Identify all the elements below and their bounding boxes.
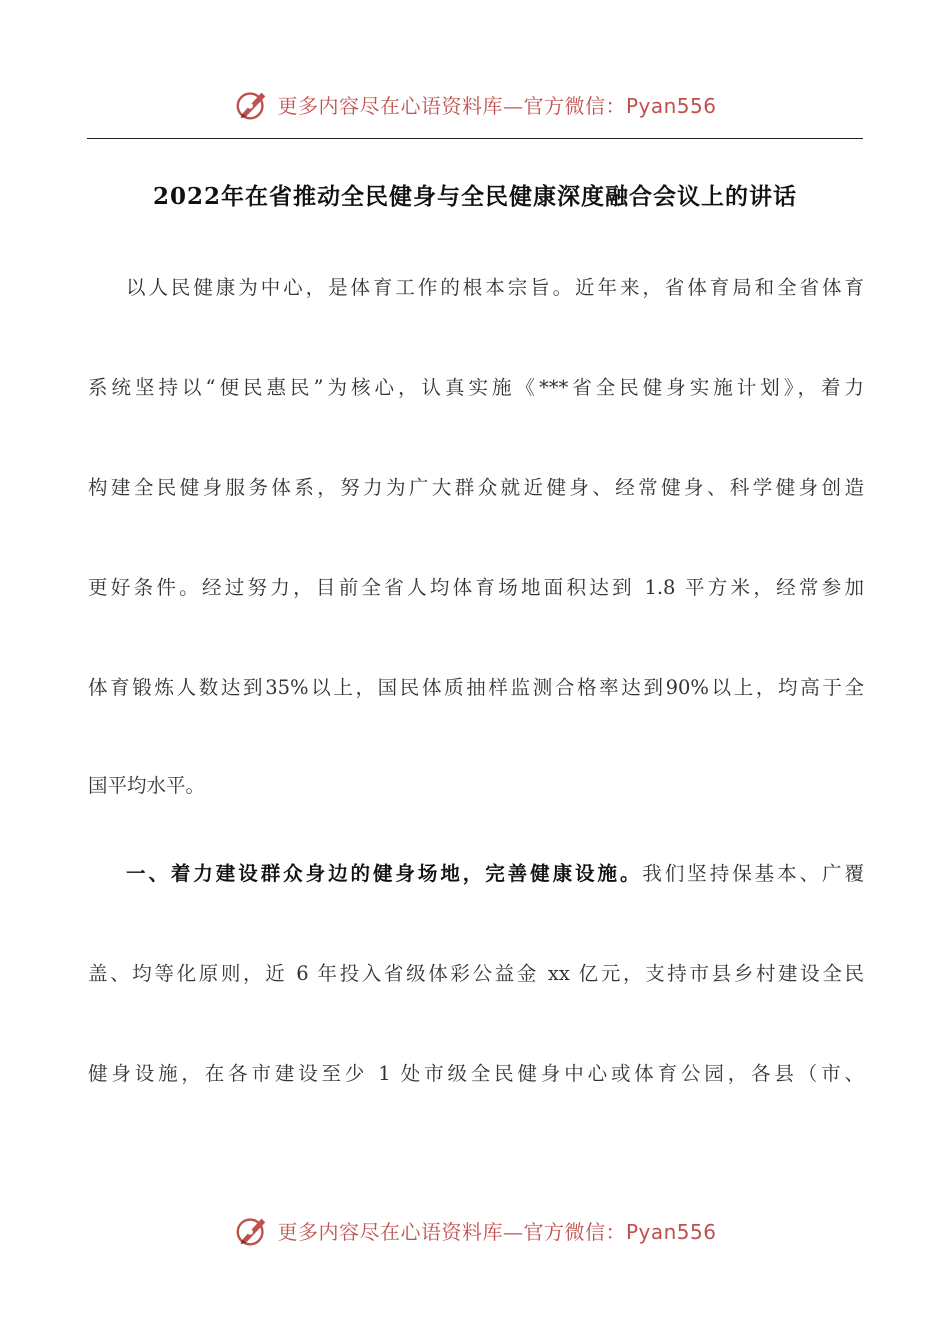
header-contact-text: 官方微信：Pyan556 xyxy=(523,93,717,118)
footer-separator: — xyxy=(502,1219,524,1244)
section-heading-rest: 我们坚持保基本、广覆 xyxy=(642,862,864,885)
header-divider xyxy=(87,138,863,139)
section-heading: 一、着力建设群众身边的健身场地，完善健康设施。 xyxy=(126,862,643,885)
footer-brand-text: 更多内容尽在心语资料库 xyxy=(277,1219,503,1244)
header-brand-text: 更多内容尽在心语资料库 xyxy=(277,93,503,118)
footer-contact-text: 官方微信：Pyan556 xyxy=(523,1219,717,1244)
paragraph-line: 体育锻炼人数达到35%以上，国民体质抽样监测合格率达到90%以上，均高于全 xyxy=(88,676,864,699)
footer-banner xyxy=(0,1208,950,1252)
header-separator: — xyxy=(502,93,524,118)
paragraph-line: 国平均水平。 xyxy=(88,774,206,797)
paragraph-line: 系统坚持以“便民惠民”为核心，认真实施《***省全民健身实施计划》，着力 xyxy=(88,376,864,399)
footer-banner-text xyxy=(277,1216,716,1245)
document-title: 2022年在省推动全民健身与全民健康深度融合会议上的讲话 xyxy=(152,183,797,210)
paragraph-line: 盖、均等化原则，近 6 年投入省级体彩公益金 xx 亿元，支持市县乡村建设全民 xyxy=(88,962,864,985)
paragraph-line: 更好条件。经过努力，目前全省人均体育场地面积达到 1.8 平方米，经常参加 xyxy=(88,576,864,599)
section-heading-line xyxy=(126,858,864,886)
pen-logo-icon xyxy=(233,1211,271,1249)
paragraph-line: 健身设施，在各市建设至少 1 处市级全民健身中心或体育公园，各县（市、 xyxy=(88,1062,864,1085)
pen-logo-icon xyxy=(233,85,271,123)
paragraph-line: 构建全民健身服务体系，努力为广大群众就近健身、经常健身、科学健身创造 xyxy=(88,476,864,499)
header-banner-text xyxy=(277,90,716,119)
paragraph-line: 以人民健康为中心，是体育工作的根本宗旨。近年来，省体育局和全省体育 xyxy=(126,276,864,299)
header-banner xyxy=(0,82,950,126)
